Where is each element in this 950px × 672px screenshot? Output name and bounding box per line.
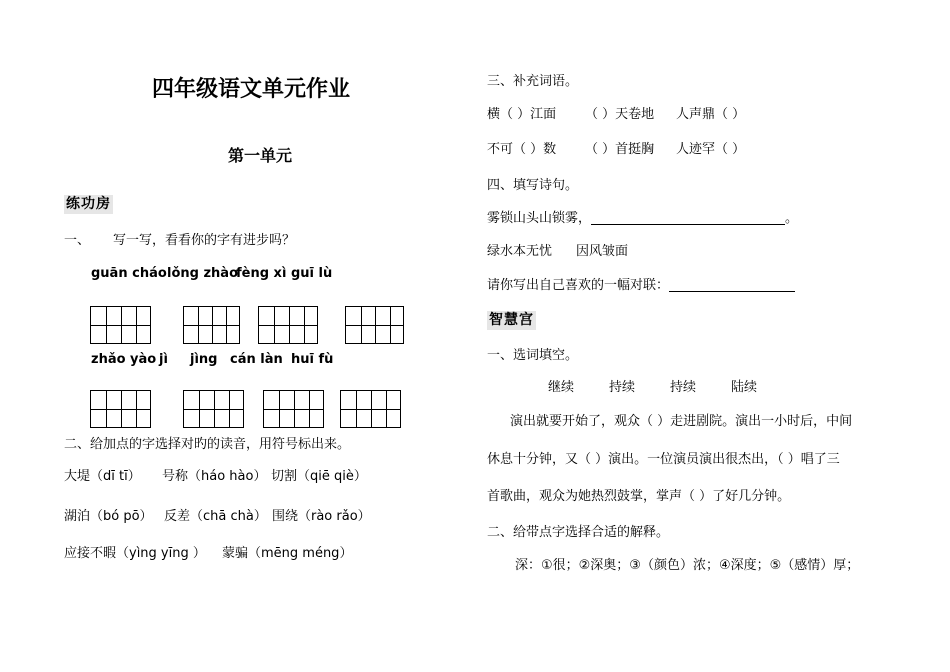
idiom-item: （ ）首挺胸 — [585, 142, 655, 157]
couplet-answer-blank[interactable] — [669, 279, 795, 292]
pronunciation-item: 切割（qiē qiè） — [271, 469, 367, 484]
poem-line-2b: 因风皱面 — [576, 244, 629, 259]
question-2-text: 二、给加点的字选择对旳的读音，用符号标出来。 — [64, 437, 351, 452]
couplet-prefix: 请你写出自己喜欢的一幅对联： — [487, 278, 670, 293]
word-choice: 持续 — [670, 380, 697, 395]
s2-question-1-title: 一、选词填空。 — [487, 348, 579, 363]
pronunciation-item: 蒙骗（mēng méng） — [222, 546, 353, 561]
pinyin-8: cán làn — [230, 352, 283, 367]
paragraph-line-3: 首歌曲，观众为她热烈鼓掌，掌声（ ）了好几分钟。 — [487, 489, 791, 504]
definition-line: 深：①很；②深奥；③（颜色）浓；④深度；⑤（感情）厚； — [515, 558, 860, 573]
question-3-title: 三、补充词语。 — [487, 74, 579, 89]
pronunciation-item: 反差（chā chà） — [164, 509, 267, 524]
idiom-item: 人声鼎（ ） — [676, 107, 746, 122]
section-tag-wisdom: 智慧宫 — [487, 311, 536, 330]
poem-line-1 — [487, 212, 798, 225]
poem-line-1-suffix: 。 — [785, 211, 799, 226]
couplet-line — [487, 279, 795, 292]
idiom-item: 人迹罕（ ） — [676, 142, 746, 157]
word-choice: 持续 — [609, 380, 636, 395]
question-1-label: 一、 — [64, 233, 91, 248]
writing-grid[interactable] — [258, 306, 318, 344]
word-choice: 继续 — [548, 380, 575, 395]
idiom-item: 横（ ）江面 — [487, 107, 557, 122]
page-title: 四年级语文单元作业 — [152, 76, 351, 102]
pronunciation-item: 号称（háo hào） — [162, 469, 267, 484]
word-choice: 陆续 — [731, 380, 758, 395]
unit-title: 第一单元 — [228, 146, 293, 165]
pinyin-5: zhǎo yào — [91, 352, 157, 367]
poem-line-1-prefix: 雾锁山头山锁雾， — [487, 211, 592, 226]
writing-grid[interactable] — [340, 390, 401, 428]
writing-grid[interactable] — [345, 306, 404, 344]
poem-line-2: 绿水本无忧 — [487, 244, 553, 259]
pronunciation-item: 应接不暇（yìng yīng ） — [64, 546, 206, 561]
paragraph-line-1: 演出就要开始了，观众（ ）走进剧院。演出一小时后，中间 — [510, 414, 853, 429]
idiom-item: 不可（ ）数 — [487, 142, 557, 157]
idiom-item: （ ）天卷地 — [585, 107, 655, 122]
pinyin-1: guān cháo — [91, 266, 167, 281]
pronunciation-item: 湖泊（bó pō） — [64, 509, 153, 524]
writing-grid[interactable] — [263, 390, 324, 428]
pinyin-2: lǒng zhào — [167, 266, 238, 281]
pinyin-4: guī lù — [291, 266, 333, 281]
question-4-title: 四、填写诗句。 — [487, 178, 579, 193]
writing-grid[interactable] — [183, 390, 244, 428]
pinyin-7: jìng — [190, 352, 218, 367]
writing-grid[interactable] — [90, 306, 151, 344]
question-1-text: 写一写，看看你的字有进步吗？ — [113, 233, 296, 248]
pronunciation-item: 围绕（rào rǎo） — [272, 509, 371, 524]
pinyin-6: jì — [159, 352, 168, 367]
pinyin-9: huī fù — [291, 352, 334, 367]
writing-grid[interactable] — [183, 306, 240, 344]
section-tag-practice: 练功房 — [64, 195, 113, 214]
s2-question-2-title: 二、给带点字选择合适的解释。 — [487, 525, 670, 540]
paragraph-line-2: 休息十分钟，又（ ）演出。一位演员演出很杰出，（ ）唱了三 — [487, 452, 840, 467]
pronunciation-item: 大堤（dī tī） — [64, 469, 141, 484]
writing-grid[interactable] — [90, 390, 151, 428]
pinyin-3: fèng xì — [236, 266, 287, 281]
poem-answer-blank[interactable] — [591, 212, 785, 225]
